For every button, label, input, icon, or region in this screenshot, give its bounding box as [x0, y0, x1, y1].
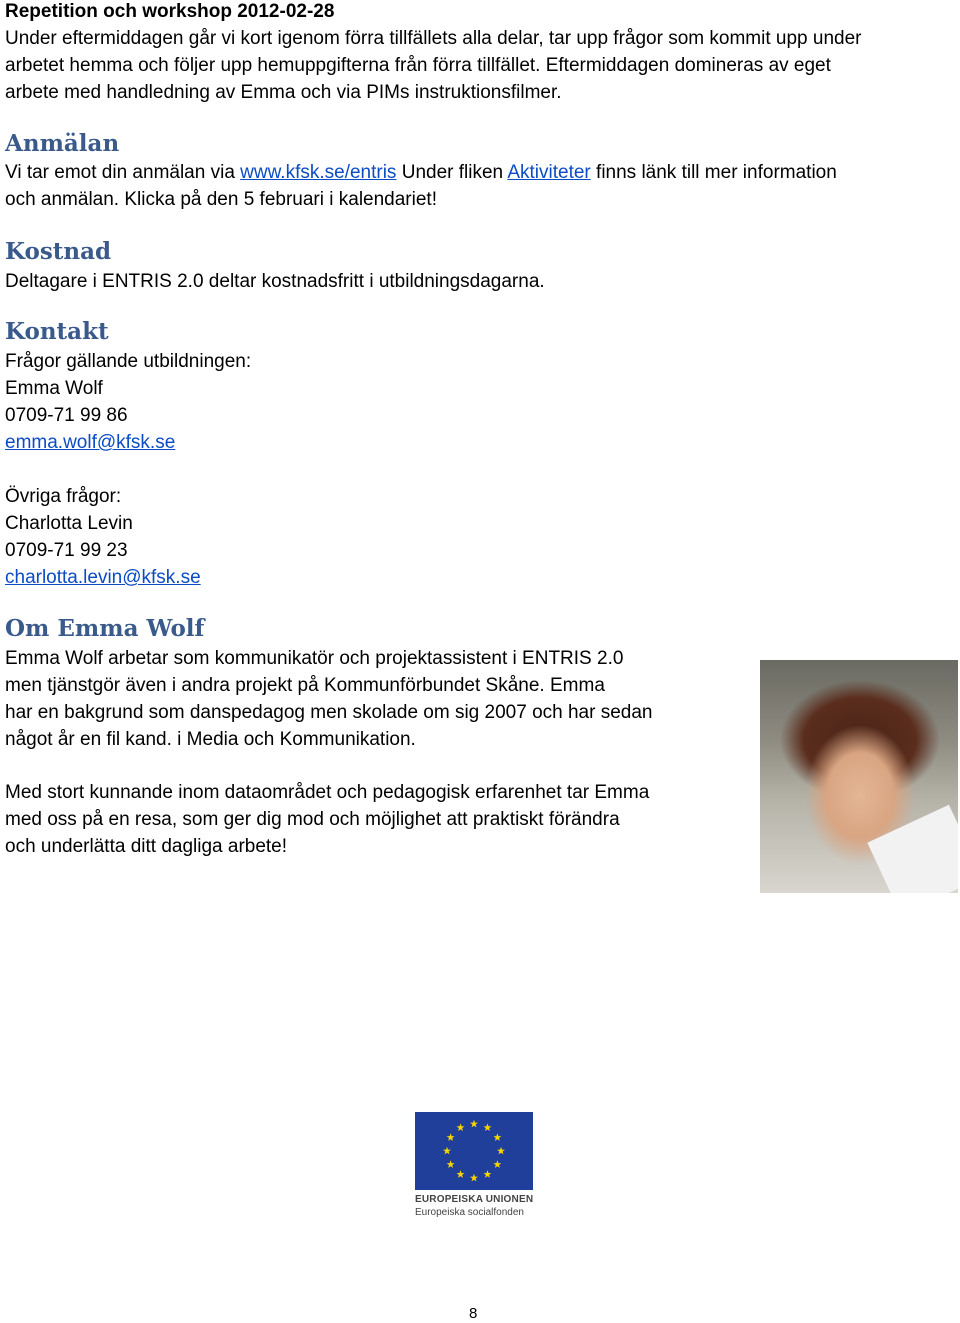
- om-emma-heading: Om Emma Wolf: [5, 615, 205, 642]
- anmalan-text-mid: Under fliken: [396, 162, 508, 183]
- eu-logo-line-1: EUROPEISKA UNIONEN: [415, 1194, 534, 1205]
- emma-wolf-photo: [760, 660, 958, 893]
- intro-line-3: arbete med handledning av Emma och via PIMs instruktionsfilmer.: [5, 82, 562, 103]
- om-para1-line-1: Emma Wolf arbetar som kommunikatör och projektassistent i ENTRIS 2.0: [5, 648, 624, 669]
- contact-1-label: Frågor gällande utbildningen:: [5, 351, 252, 372]
- eu-flag: [415, 1112, 533, 1190]
- eu-star-icon: [457, 1170, 465, 1178]
- intro-line-1: Under eftermiddagen går vi kort igenom förra tillfällets alla delar, tar upp frågor som kommit upp under: [5, 28, 862, 49]
- eu-star-icon: [470, 1174, 478, 1182]
- contact-2-email-line: [5, 566, 201, 590]
- eu-stars-icon: [415, 1112, 533, 1190]
- eu-star-icon: [484, 1170, 492, 1178]
- eu-star-icon: [470, 1120, 478, 1128]
- om-para2-line-1: Med stort kunnande inom dataområdet och pedagogisk erfarenhet tar Emma: [5, 782, 650, 803]
- eu-star-icon: [493, 1133, 501, 1141]
- eu-logo: [415, 1112, 533, 1220]
- contact-1-email-link[interactable]: emma.wolf@kfsk.se: [5, 432, 176, 453]
- page-number: 8: [469, 1305, 478, 1322]
- om-para2-line-2: med oss på en resa, som ger dig mod och möjlighet att praktiskt förändra: [5, 809, 620, 830]
- eu-star-icon: [447, 1160, 455, 1168]
- om-para1-line-2: men tjänstgör även i andra projekt på Kommunförbundet Skåne. Emma: [5, 675, 605, 696]
- eu-logo-line-2: Europeiska socialfonden: [415, 1207, 524, 1218]
- kostnad-heading: Kostnad: [5, 238, 112, 265]
- eu-star-icon: [443, 1147, 451, 1155]
- eu-star-icon: [493, 1160, 501, 1168]
- anmalan-line-2: och anmälan. Klicka på den 5 februari i kalendariet!: [5, 189, 437, 210]
- contact-2-email-link[interactable]: charlotta.levin@kfsk.se: [5, 567, 201, 588]
- contact-2-phone: 0709-71 99 23: [5, 540, 128, 561]
- anmalan-text-pre: Vi tar emot din anmälan via: [5, 162, 241, 183]
- contact-1-phone: 0709-71 99 86: [5, 405, 128, 426]
- contact-2-label: Övriga frågor:: [5, 486, 122, 507]
- kontakt-heading: Kontakt: [5, 318, 109, 345]
- om-para1-line-3: har en bakgrund som danspedagog men skolade om sig 2007 och har sedan: [5, 702, 653, 723]
- eu-star-icon: [497, 1147, 505, 1155]
- eu-star-icon: [457, 1123, 465, 1131]
- eu-star-icon: [447, 1133, 455, 1141]
- entris-link[interactable]: www.kfsk.se/entris: [240, 162, 397, 183]
- anmalan-heading: Anmälan: [5, 130, 120, 157]
- om-para1-line-4: något år en fil kand. i Media och Kommunikation.: [5, 729, 416, 750]
- contact-1-email-line: [5, 431, 175, 455]
- anmalan-line-1: [5, 161, 837, 185]
- contact-1-name: Emma Wolf: [5, 378, 103, 399]
- photo-shirt-detail: [867, 805, 958, 893]
- contact-2-name: Charlotta Levin: [5, 513, 133, 534]
- eu-star-icon: [484, 1123, 492, 1131]
- document-title: Repetition och workshop 2012-02-28: [5, 1, 335, 22]
- anmalan-text-post: finns länk till mer information: [590, 162, 837, 183]
- om-para2-line-3: och underlätta ditt dagliga arbete!: [5, 836, 288, 857]
- kostnad-text: Deltagare i ENTRIS 2.0 deltar kostnadsfritt i utbildningsdagarna.: [5, 271, 545, 292]
- aktiviteter-link[interactable]: Aktiviteter: [507, 162, 591, 183]
- intro-line-2: arbetet hemma och följer upp hemuppgifterna från förra tillfället. Eftermiddagen domineras av eget: [5, 55, 831, 76]
